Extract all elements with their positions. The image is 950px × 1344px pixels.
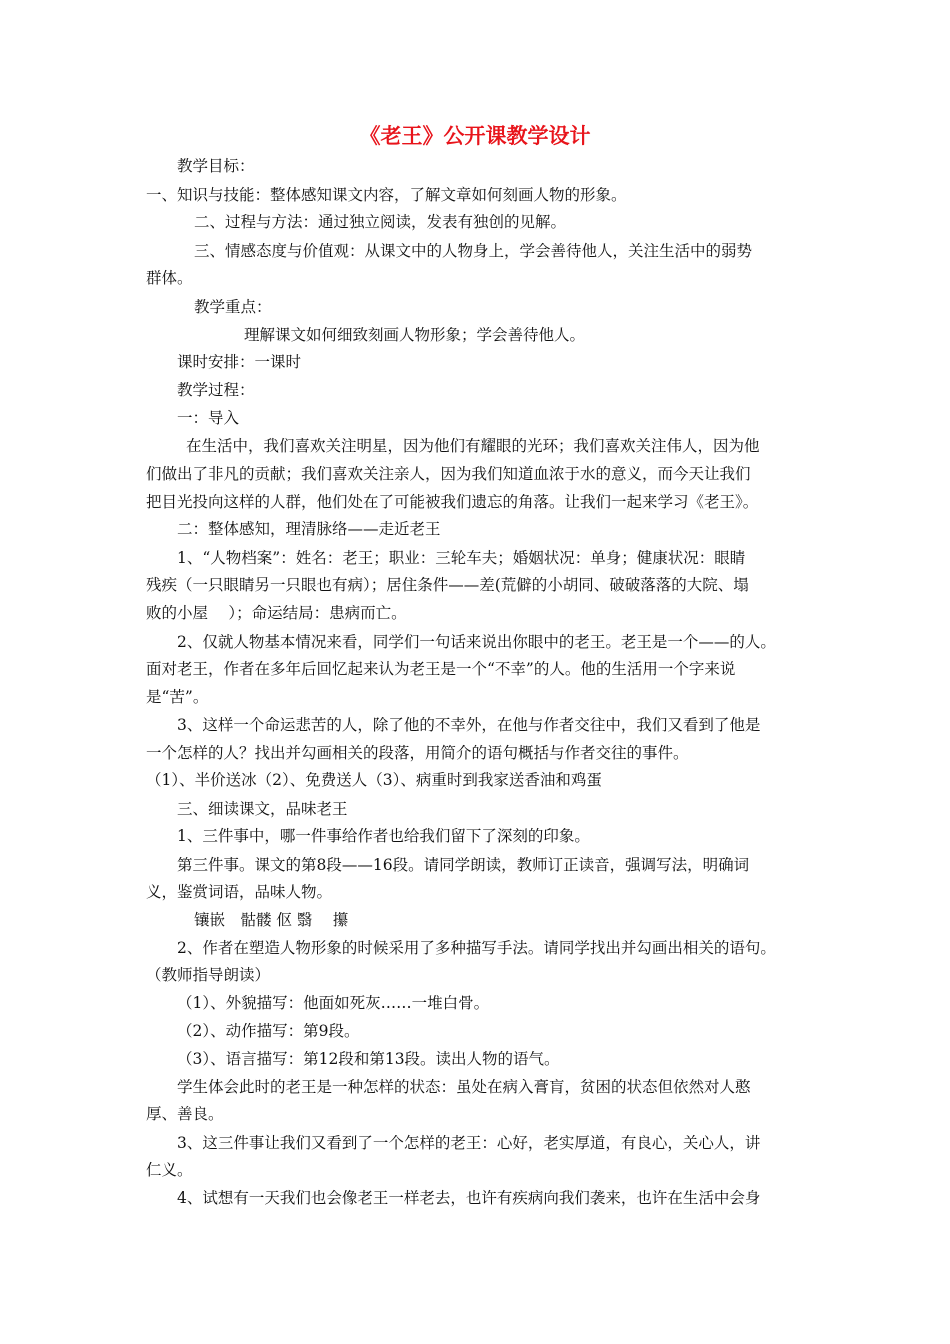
- text-line: （1）、外貌描写：他面如死灰……一堆白骨。: [177, 994, 490, 1012]
- text-line: 是“苦”。: [146, 688, 209, 706]
- text-line: 三、情感态度与价值观：从课文中的人物身上，学会善待他人，关注生活中的弱势: [194, 242, 753, 260]
- text-line: 义，鉴赏词语，品味人物。: [146, 883, 333, 901]
- text-line: 残疾（一只眼睛另一只眼也有病）；居住条件——差(荒僻的小胡同、破破落落的大院、塌: [146, 576, 749, 594]
- text-line: （教师指导朗读）: [146, 966, 271, 984]
- text-line: 教学目标：: [177, 157, 255, 175]
- text-line: 课时安排：一课时: [177, 353, 302, 371]
- text-line: 群体。: [146, 269, 193, 287]
- text-line: （3）、语言描写：第12段和第13段。读出人物的语气。: [177, 1050, 560, 1068]
- text-line: 教学过程：: [177, 381, 255, 399]
- text-line: 1、三件事中，哪一件事给作者也给我们留下了深刻的印象。: [177, 827, 590, 845]
- text-line: 一：导入: [177, 409, 240, 427]
- text-line: 镶嵌 骷髅 伛 翳 攥: [194, 911, 349, 929]
- text-line: 2、作者在塑造人物形象的时候采用了多种描写手法。请同学找出并勾画出相关的语句。: [177, 939, 776, 957]
- text-line: 们做出了非凡的贡献；我们喜欢关注亲人，因为我们知道血浓于水的意义，而今天让我们: [146, 465, 751, 483]
- document-title: 《老王》公开课教学设计: [359, 124, 591, 148]
- text-line: 面对老王，作者在多年后回忆起来认为老王是一个“不幸”的人。他的生活用一个字来说: [146, 660, 736, 678]
- text-line: 学生体会此时的老王是一种怎样的状态：虽处在病入膏肓，贫困的状态但依然对人憨: [177, 1078, 751, 1096]
- text-line: 三、细读课文，品味老王: [177, 800, 348, 818]
- text-line: 仁义。: [146, 1161, 193, 1179]
- text-line: 二、过程与方法：通过独立阅读，发表有独创的见解。: [194, 213, 567, 231]
- text-line: （1）、半价送冰（2）、免费送人（3）、病重时到我家送香油和鸡蛋: [146, 771, 602, 789]
- text-line: 二：整体感知，理清脉络——走近老王: [177, 520, 441, 538]
- text-line: 教学重点：: [194, 298, 272, 316]
- text-line: 2、仅就人物基本情况来看，同学们一句话来说出你眼中的老王。老王是一个——的人。: [177, 633, 776, 651]
- text-line: 一个怎样的人？找出并勾画相关的段落，用简介的语句概括与作者交往的事件。: [146, 744, 689, 762]
- text-line: 第三件事。课文的第8段——16段。请同学朗读，教师订正读音，强调写法，明确词: [177, 856, 750, 874]
- text-line: 败的小屋 ）；命运结局：患病而亡。: [146, 604, 407, 622]
- text-line: （2）、动作描写：第9段。: [177, 1022, 360, 1040]
- text-line: 理解课文如何细致刻画人物形象；学会善待他人。: [244, 326, 586, 344]
- text-line: 1、“人物档案”：姓名：老王；职业：三轮车夫；婚姻状况：单身；健康状况：眼睛: [177, 549, 746, 567]
- text-line: 把目光投向这样的人群，他们处在了可能被我们遗忘的角落。让我们一起来学习《老王》。: [146, 493, 759, 511]
- text-line: 在生活中，我们喜欢关注明星，因为他们有耀眼的光环；我们喜欢关注伟人，因为他: [186, 437, 760, 455]
- text-line: 3、这三件事让我们又看到了一个怎样的老王：心好，老实厚道，有良心，关心人，讲: [177, 1134, 761, 1152]
- text-line: 4、试想有一天我们也会像老王一样老去，也许有疾病向我们袭来，也许在生活中会身: [177, 1189, 761, 1207]
- text-line: 3、这样一个命运悲苦的人，除了他的不幸外，在他与作者交往中，我们又看到了他是: [177, 716, 761, 734]
- text-line: 厚、善良。: [146, 1105, 224, 1123]
- text-line: 一、知识与技能：整体感知课文内容，了解文章如何刻画人物的形象。: [146, 186, 627, 204]
